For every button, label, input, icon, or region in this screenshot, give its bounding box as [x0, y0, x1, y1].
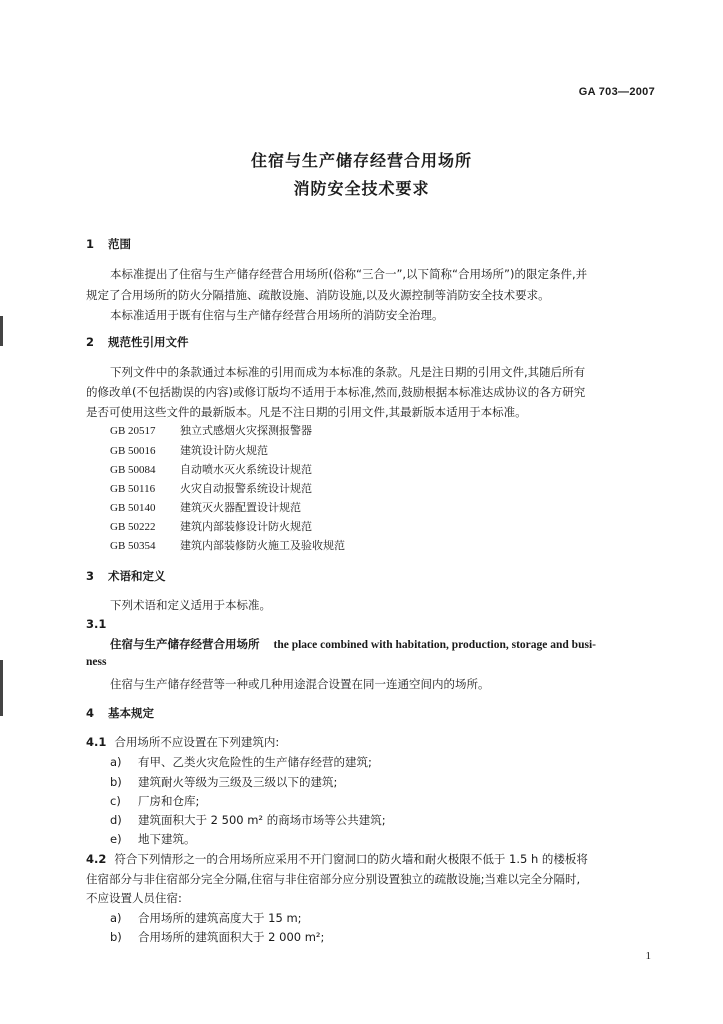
page-number: 1 — [645, 950, 651, 962]
document-title-line2: 消防安全技术要求 — [293, 179, 430, 198]
list-marker: b) — [110, 930, 122, 944]
section-1-heading — [86, 236, 131, 252]
scan-edge-mark — [0, 316, 3, 346]
paragraph-line: 规定了合用场所的防火分隔措施、疏散设施、消防设施,以及火源控制等消防安全技术要求。 — [86, 288, 550, 302]
list-marker: d) — [110, 813, 122, 827]
list-marker: b) — [110, 775, 122, 789]
standard-number: GA 703—2007 — [578, 86, 655, 98]
section-number: 4 — [86, 706, 95, 720]
list-text: 地下建筑。 — [138, 832, 196, 846]
clause-4-1 — [86, 734, 279, 750]
reference-code: GB 50116 — [110, 483, 156, 495]
scan-edge-mark — [0, 660, 3, 716]
term-english-continued: ness — [86, 656, 107, 668]
list-marker: c) — [110, 794, 121, 808]
section-title: 术语和定义 — [108, 569, 166, 583]
term-line — [110, 636, 596, 652]
clause-text: 合用场所不应设置在下列建筑内: — [114, 735, 280, 749]
list-text: 有甲、乙类火灾危险性的生产储存经营的建筑; — [138, 755, 372, 769]
list-item — [110, 774, 337, 790]
section-4-heading — [86, 705, 154, 721]
paragraph-line: 下列术语和定义适用于本标准。 — [110, 598, 271, 612]
list-item — [110, 812, 386, 828]
reference-name: 独立式感烟火灾探测报警器 — [180, 424, 312, 437]
document-title-line1: 住宿与生产储存经营合用场所 — [250, 151, 472, 170]
section-title: 范围 — [108, 237, 131, 251]
reference-item — [110, 461, 312, 477]
reference-item — [110, 442, 268, 458]
reference-name: 建筑内部装修防火施工及验收规范 — [180, 539, 345, 552]
reference-name: 建筑内部装修设计防火规范 — [180, 520, 312, 533]
clause-number: 4.2 — [86, 852, 107, 866]
term-chinese: 住宿与生产储存经营合用场所 — [110, 637, 260, 651]
section-number: 3 — [86, 569, 95, 583]
reference-item — [110, 518, 312, 534]
reference-item — [110, 422, 312, 438]
reference-name: 建筑灭火器配置设计规范 — [180, 501, 301, 514]
reference-name: 火灾自动报警系统设计规范 — [180, 482, 312, 495]
clause-number: 4.1 — [86, 735, 107, 749]
list-marker: a) — [110, 755, 122, 769]
paragraph-line: 住宿部分与非住宿部分完全分隔,住宿与非住宿部分应分别设置独立的疏散设施;当难以完全分隔时, — [86, 872, 581, 886]
reference-code: GB 50016 — [110, 445, 156, 457]
reference-code: GB 50222 — [110, 521, 156, 533]
list-text: 厂房和仓库; — [138, 794, 200, 808]
term-english: the place combined with habitation, production, storage and busi- — [273, 639, 596, 651]
section-number: 1 — [86, 237, 95, 251]
reference-item — [110, 537, 345, 553]
reference-name: 建筑设计防火规范 — [180, 444, 268, 457]
subclause-number: 3.1 — [86, 617, 107, 631]
section-2-heading — [86, 334, 189, 350]
reference-code: GB 50354 — [110, 540, 156, 552]
term-definition: 住宿与生产储存经营等一种或几种用途混合设置在同一连通空间内的场所。 — [110, 677, 490, 691]
list-text: 建筑面积大于 2 500 m² 的商场市场等公共建筑; — [138, 813, 386, 827]
list-marker: a) — [110, 911, 122, 925]
paragraph-line: 的修改单(不包括勘误的内容)或修订版均不适用于本标准,然而,鼓励根据本标准达成协议的各方研究 — [86, 385, 586, 399]
list-item — [110, 793, 199, 809]
list-text: 建筑耐火等级为三级及三级以下的建筑; — [138, 775, 338, 789]
paragraph-line: 不应设置人员住宿: — [86, 891, 182, 905]
section-title: 规范性引用文件 — [108, 335, 189, 349]
reference-item — [110, 499, 301, 515]
paragraph-line: 本标准提出了住宿与生产储存经营合用场所(俗称“三合一”,以下简称“合用场所”)的限定条件,并 — [110, 267, 588, 281]
paragraph-line: 下列文件中的条款通过本标准的引用而成为本标准的条款。凡是注日期的引用文件,其随后所有 — [110, 365, 586, 379]
reference-name: 自动喷水灭火系统设计规范 — [180, 463, 312, 476]
list-marker: e) — [110, 832, 122, 846]
clause-4-2 — [86, 851, 588, 867]
list-item — [110, 910, 302, 926]
reference-item — [110, 480, 312, 496]
list-item — [110, 929, 324, 945]
list-item — [110, 754, 372, 770]
paragraph-line: 是否可使用这些文件的最新版本。凡是不注日期的引用文件,其最新版本适用于本标准。 — [86, 405, 527, 419]
list-text: 合用场所的建筑高度大于 15 m; — [138, 911, 302, 925]
reference-code: GB 50084 — [110, 464, 156, 476]
section-number: 2 — [86, 335, 95, 349]
reference-code: GB 20517 — [110, 425, 156, 437]
reference-code: GB 50140 — [110, 502, 156, 514]
section-title: 基本规定 — [108, 706, 154, 720]
clause-text: 符合下列情形之一的合用场所应采用不开门窗洞口的防火墙和耐火极限不低于 1.5 h 的楼板将 — [114, 852, 588, 866]
paragraph-line: 本标准适用于既有住宿与生产储存经营合用场所的消防安全治理。 — [110, 308, 444, 322]
list-text: 合用场所的建筑面积大于 2 000 m²; — [138, 930, 325, 944]
section-3-heading — [86, 568, 166, 584]
list-item — [110, 831, 196, 847]
